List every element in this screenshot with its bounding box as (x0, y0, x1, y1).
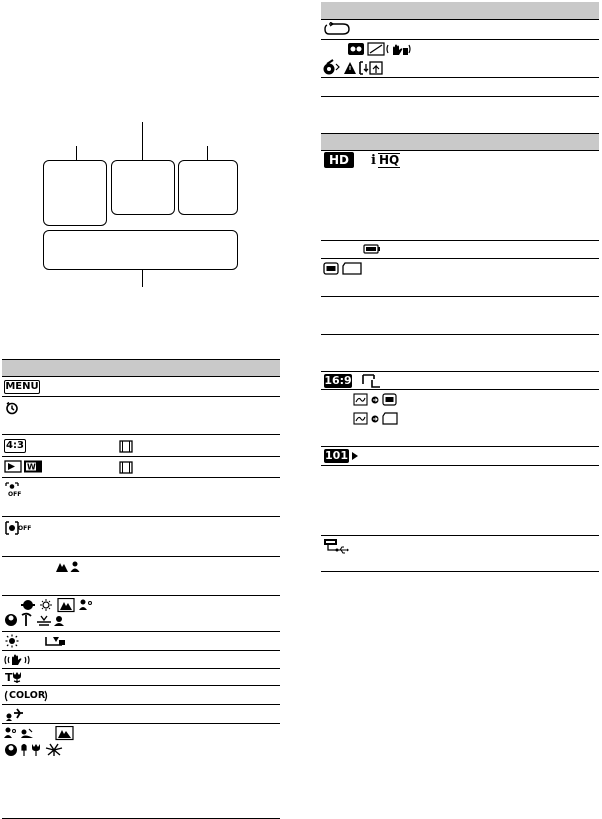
copy-destination-icons (353, 393, 399, 427)
self-timer-icon (5, 401, 19, 415)
leader-right (207, 146, 208, 160)
row-divider (321, 446, 599, 447)
row-divider (2, 723, 280, 724)
row-divider (2, 668, 280, 669)
leader-left (76, 146, 77, 160)
tulip-icon (12, 671, 22, 683)
steadyshot-off-icon (4, 653, 30, 667)
tele-macro-label: T (5, 671, 13, 684)
right-table-second-header (321, 133, 599, 150)
row-divider (2, 396, 280, 397)
aspect-4-3-icon: 4:3 (4, 439, 26, 453)
row-divider (2, 556, 280, 557)
folder-number-icon: 101 (325, 449, 348, 462)
play-arrow-icon (352, 452, 358, 460)
image-size-icon (362, 374, 382, 388)
svg-text:W: W (27, 462, 36, 472)
row-divider (2, 477, 280, 478)
row-divider (2, 516, 280, 517)
row-divider (321, 19, 599, 20)
hq-quality-icon: HQ (379, 153, 400, 167)
row-divider (2, 376, 280, 377)
row-divider (2, 631, 280, 632)
row-divider (321, 133, 599, 134)
screen-center-area (111, 160, 175, 215)
battery-icon (363, 244, 381, 254)
row-divider (2, 456, 280, 457)
x-v-color-label: COLOR (9, 690, 46, 701)
menu-icon: MENU (5, 381, 39, 392)
row-divider (2, 704, 280, 705)
row-divider (321, 334, 599, 335)
row-divider (321, 535, 599, 536)
wind-noise-icon (4, 707, 24, 721)
aspect-16-9-icon: 16:9 (324, 374, 352, 387)
row-divider (321, 371, 599, 372)
row-divider (2, 685, 280, 686)
row-divider (321, 571, 599, 572)
film-icon (119, 461, 133, 474)
landscape-portrait-icon (55, 560, 81, 573)
row-divider (321, 296, 599, 297)
left-header-top-rule (2, 359, 280, 360)
face-detection-off-icon (4, 481, 24, 497)
row-divider (321, 39, 599, 40)
white-balance-icons (4, 634, 114, 648)
row-divider (321, 77, 599, 78)
smile-off-label: OFF (18, 525, 32, 532)
row-divider (321, 240, 599, 241)
row-divider (2, 434, 280, 435)
screen-diagram (38, 120, 243, 290)
left-table-header (2, 359, 280, 376)
usb-connection-icon (323, 538, 349, 554)
screen-right-area (178, 160, 238, 215)
scene-selection-icons (4, 726, 94, 758)
leader-center (142, 122, 143, 160)
screen-left-area (43, 160, 107, 226)
warning-icons (323, 42, 413, 76)
leader-bottom (142, 270, 143, 287)
media-icons (323, 262, 363, 275)
row-divider (321, 465, 599, 466)
hd-quality-icon: HD (324, 152, 354, 168)
row-divider (321, 258, 599, 259)
row-divider (321, 389, 599, 390)
scene-modes-icons (4, 598, 114, 628)
repeat-icon (323, 22, 351, 36)
svg-text:OFF: OFF (8, 491, 22, 497)
row-divider (321, 150, 599, 151)
row-divider (2, 595, 280, 596)
wide-select-icons (4, 460, 44, 473)
i-letter: i (371, 153, 376, 168)
right-table-top-header (321, 2, 599, 19)
row-divider (321, 96, 599, 97)
row-divider (2, 650, 280, 651)
film-icon (119, 440, 133, 453)
screen-bottom-area (43, 230, 238, 270)
